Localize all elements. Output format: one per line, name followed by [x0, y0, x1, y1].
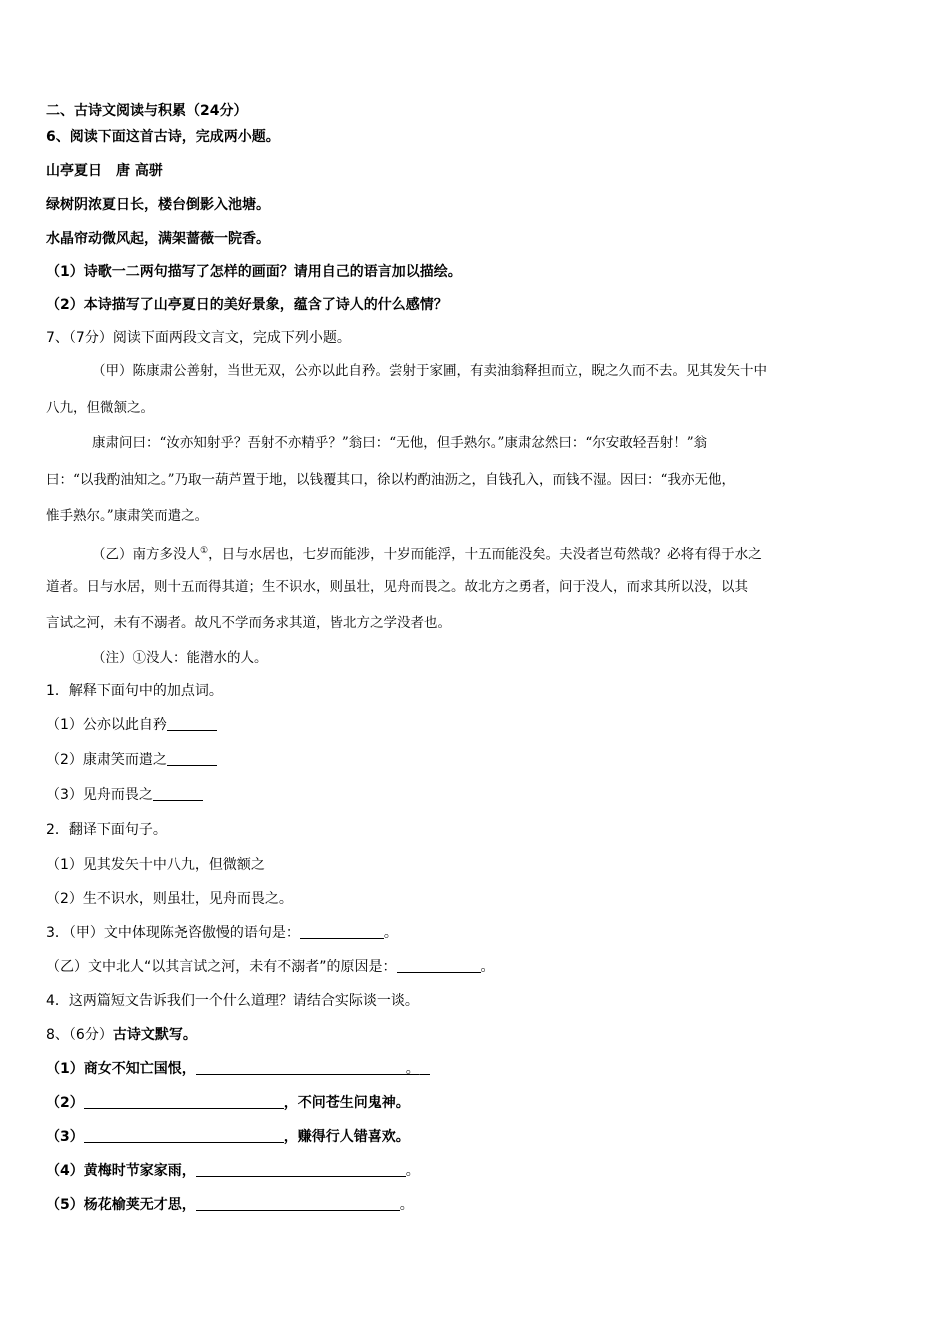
question-7-prompt: 7、（7分）阅读下面两段文言文，完成下列小题。 — [46, 330, 351, 346]
answer-blank[interactable] — [196, 1196, 400, 1211]
answer-blank[interactable] — [84, 1128, 284, 1143]
section-title: 二、古诗文阅读与积累（24分） — [46, 103, 248, 119]
end-mark: 。 — [405, 1061, 420, 1077]
passage-jia-line: 曰：“以我酌油知之。”乃取一葫芦置于地，以钱覆其口，徐以杓酌油沥之，自钱孔入，而钱不湿。因曰：“我亦无他， — [46, 472, 735, 488]
item-text: （4）黄梅时节家家雨， — [46, 1163, 196, 1179]
poem-title: 山亭夏日 唐 高骈 — [46, 163, 163, 179]
poem-line-1: 绿树阴浓夏日长，楼台倒影入池塘。 — [46, 197, 270, 213]
footnote-marker: ① — [200, 546, 209, 556]
passage-jia-line: 八九，但微颔之。 — [46, 400, 154, 416]
question-8-prompt — [46, 1025, 197, 1045]
item-text: （1）商女不知亡国恨， — [46, 1061, 196, 1077]
question-8-item — [46, 1059, 430, 1079]
end-mark: 。 — [480, 959, 495, 975]
item-text: （2） — [46, 1095, 84, 1111]
question-6-sub-2: （2）本诗描写了山亭夏日的美好景象，蕴含了诗人的什么感情？ — [46, 297, 448, 313]
answer-blank[interactable] — [397, 958, 481, 973]
end-mark: 。 — [405, 1163, 420, 1179]
passage-yi-text: （乙）南方多没人 — [92, 546, 200, 563]
item-text: ，不问苍生问鬼神。 — [283, 1095, 410, 1111]
item-text: ，赚得行人错喜欢。 — [283, 1129, 410, 1145]
question-6-prompt: 6、阅读下面这首古诗，完成两小题。 — [46, 129, 280, 145]
end-mark: 。 — [399, 1197, 414, 1213]
answer-blank[interactable] — [196, 1162, 406, 1177]
answer-blank[interactable] — [167, 716, 217, 731]
passage-jia-line: （甲）陈康肃公善射，当世无双，公亦以此自矜。尝射于家圃，有卖油翁释担而立，睨之久而不去。见其发矢十中 — [92, 363, 767, 379]
question-7-2: 2．翻译下面句子。 — [46, 822, 167, 838]
question-8-item — [46, 1195, 414, 1215]
passage-jia-line: 康肃问曰：“汝亦知射乎？吾射不亦精乎？”翁曰：“无他，但手熟尔。”康肃忿然曰：“尔安敢轻吾射！”翁 — [92, 435, 708, 451]
passage-jia-line: 惟手熟尔。”康肃笑而遣之。 — [46, 508, 209, 524]
item-text: （1）公亦以此自矜 — [46, 717, 167, 733]
question-7-2-item: （1）见其发矢十中八九，但微额之 — [46, 857, 265, 873]
passage-yi-line: 道者。日与水居，则十五而得其道；生不识水，则虽壮，见舟而畏之。故北方之勇者，问于没人，而求其所以没，以其 — [46, 579, 748, 595]
question-7-1-item — [46, 715, 217, 735]
question-8-item — [46, 1161, 420, 1181]
answer-blank[interactable] — [167, 751, 217, 766]
instruction: 古诗文默写。 — [112, 1027, 197, 1043]
question-7-4: 4．这两篇短文告诉我们一个什么道理？请结合实际谈一谈。 — [46, 993, 419, 1009]
passage-yi-line: 言试之河，未有不溺者。故凡不学而务求其道，皆北方之学没者也。 — [46, 615, 451, 631]
item-text: 3．（甲）文中体现陈尧咨傲慢的语句是： — [46, 925, 300, 941]
question-8-item — [46, 1093, 410, 1113]
poem-line-2: 水晶帘动微风起，满架蔷薇一院香。 — [46, 231, 270, 247]
question-7-1-item — [46, 750, 217, 770]
answer-blank-tail — [420, 1060, 430, 1075]
question-6-sub-1: （1）诗歌一二两句描写了怎样的画面？请用自己的语言加以描绘。 — [46, 264, 462, 280]
answer-blank[interactable] — [84, 1094, 284, 1109]
item-text: （3） — [46, 1129, 84, 1145]
passage-yi-text: ，日与水居也，七岁而能涉，十岁而能浮，十五而能没矣。夫没者岂苟然哉？必将有得于水之 — [208, 546, 762, 563]
answer-blank[interactable] — [300, 924, 384, 939]
item-text: （5）杨花榆荚无才思， — [46, 1197, 196, 1213]
item-text: （乙）文中北人“以其言试之河，未有不溺者”的原因是： — [46, 959, 397, 975]
item-text: （2）康肃笑而遣之 — [46, 752, 167, 768]
question-7-1-item — [46, 785, 203, 805]
question-7-2-item: （2）生不识水，则虽壮，见舟而畏之。 — [46, 891, 293, 907]
question-7-3-jia — [46, 923, 398, 943]
footnote: （注）①没人：能潜水的人。 — [92, 650, 268, 666]
question-7-3-yi — [46, 957, 495, 977]
question-8-item — [46, 1127, 410, 1147]
score-label: 8、（6分） — [46, 1027, 113, 1043]
passage-yi-line — [92, 541, 762, 565]
end-mark: 。 — [383, 925, 398, 941]
answer-blank[interactable] — [153, 786, 203, 801]
question-7-1: 1．解释下面句中的加点词。 — [46, 683, 223, 699]
answer-blank[interactable] — [196, 1060, 406, 1075]
item-text: （3）见舟而畏之 — [46, 787, 153, 803]
